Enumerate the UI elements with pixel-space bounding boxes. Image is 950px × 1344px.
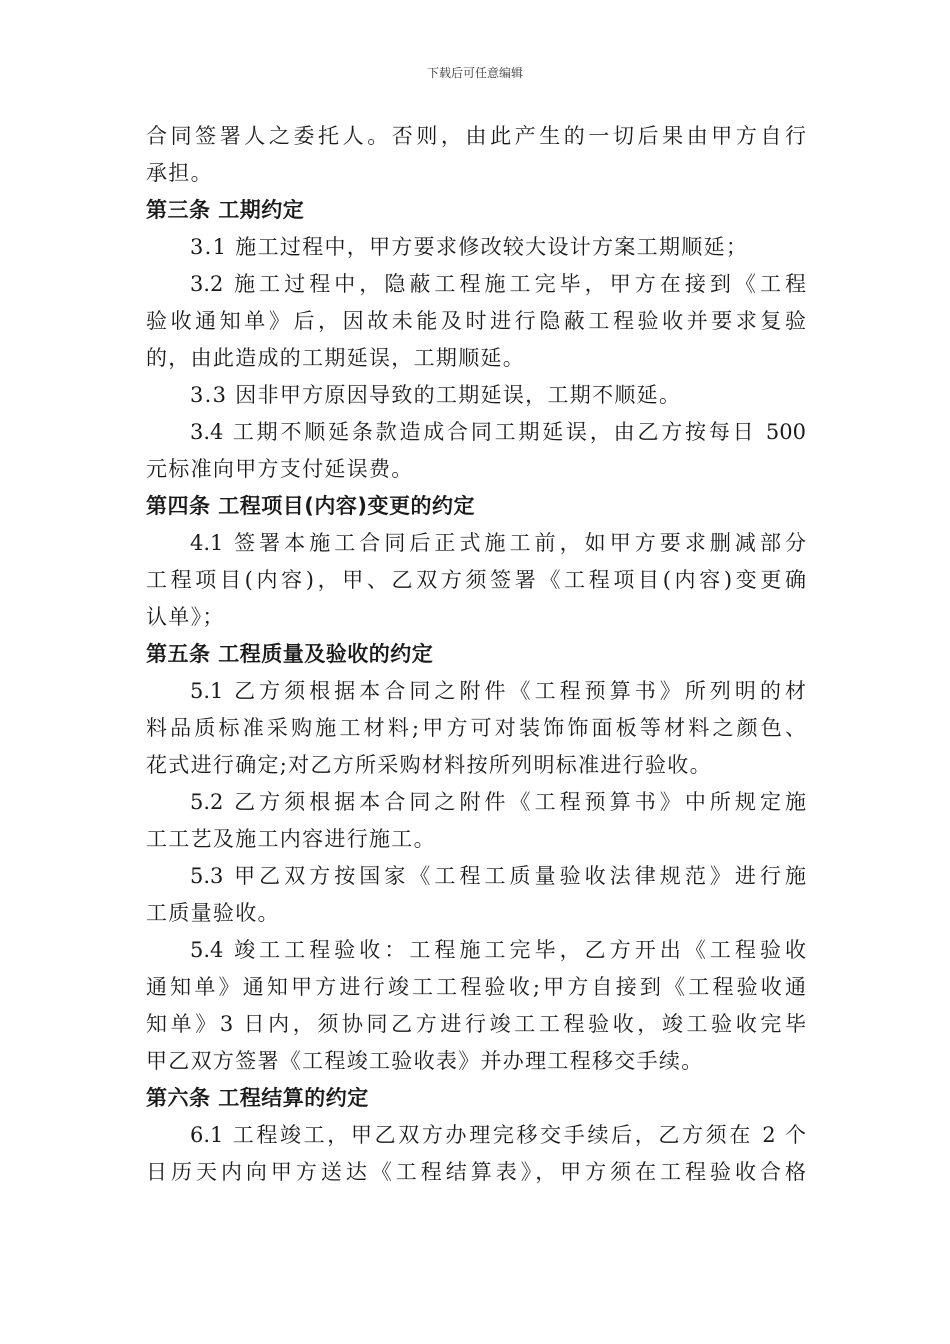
paragraph-line: 元标准向甲方支付延误费。 [146, 457, 414, 481]
paragraph-line: 承担。 [146, 161, 213, 185]
clause-line: 3.1 施工过程中，甲方要求修改较大设计方案工期顺延； [190, 235, 749, 259]
paragraph-line: 甲乙双方签署《工程竣工验收表》并办理工程移交手续。 [146, 1049, 704, 1073]
paragraph-line: 日历天内向甲方送达《工程结算表》，甲方须在工程验收合格 [146, 1160, 806, 1184]
page-header: 下载后可任意编辑 [426, 66, 523, 80]
clause-line: 3.2 施工过程中，隐蔽工程施工完毕，甲方在接到《工程 [190, 272, 806, 296]
document-body [146, 118, 806, 1191]
article-heading: 第六条 工程结算的约定 [146, 1086, 369, 1110]
paragraph-line: 验收通知单》后，因故未能及时进行隐蔽工程验收并要求复验 [146, 309, 806, 333]
paragraph-line: 工工艺及施工内容进行施工。 [146, 827, 436, 851]
article-heading: 第四条 工程项目(内容)变更的约定 [146, 494, 476, 518]
clause-line: 5.4 竣工工程验收：工程施工完毕，乙方开出《工程验收 [190, 938, 806, 962]
clause-line: 5.3 甲乙双方按国家《工程工质量验收法律规范》进行施 [190, 864, 806, 888]
clause-line: 5.2 乙方须根据本合同之附件《工程预算书》中所规定施 [190, 790, 806, 814]
article-heading: 第五条 工程质量及验收的约定 [146, 642, 434, 666]
paragraph-line: 花式进行确定;对乙方所采购材料按所列明标准进行验收。 [146, 753, 712, 777]
clause-line: 6.1 工程竣工，甲乙双方办理完移交手续后，乙方须在 2 个 [190, 1123, 806, 1147]
paragraph-line: 认单》； [146, 605, 225, 629]
paragraph-line: 合同签署人之委托人。否则，由此产生的一切后果由甲方自行 [146, 124, 806, 148]
article-heading: 第三条 工期约定 [146, 198, 305, 222]
paragraph-line: 知单》3 日内，须协同乙方进行竣工工程验收，竣工验收完毕 [146, 1012, 806, 1036]
clause-line: 3.3 因非甲方原因导致的工期延误，工期不顺延。 [190, 383, 682, 407]
clause-line: 5.1 乙方须根据本合同之附件《工程预算书》所列明的材 [190, 679, 806, 703]
paragraph-line: 通知单》通知甲方进行竣工工程验收;甲方自接到《工程验收通 [146, 975, 806, 999]
paragraph-line: 料品质标准采购施工材料;甲方可对装饰饰面板等材料之颜色、 [146, 716, 806, 740]
clause-line: 3.4 工期不顺延条款造成合同工期延误，由乙方按每日 500 [190, 420, 806, 444]
paragraph-line: 工程项目(内容)，甲、乙双方须签署《工程项目(内容)变更确 [146, 568, 806, 592]
clause-line: 4.1 签署本施工合同后正式施工前，如甲方要求删减部分 [190, 531, 806, 555]
paragraph-line: 的，由此造成的工期延误，工期顺延。 [146, 346, 526, 370]
paragraph-line: 工质量验收。 [146, 901, 280, 925]
